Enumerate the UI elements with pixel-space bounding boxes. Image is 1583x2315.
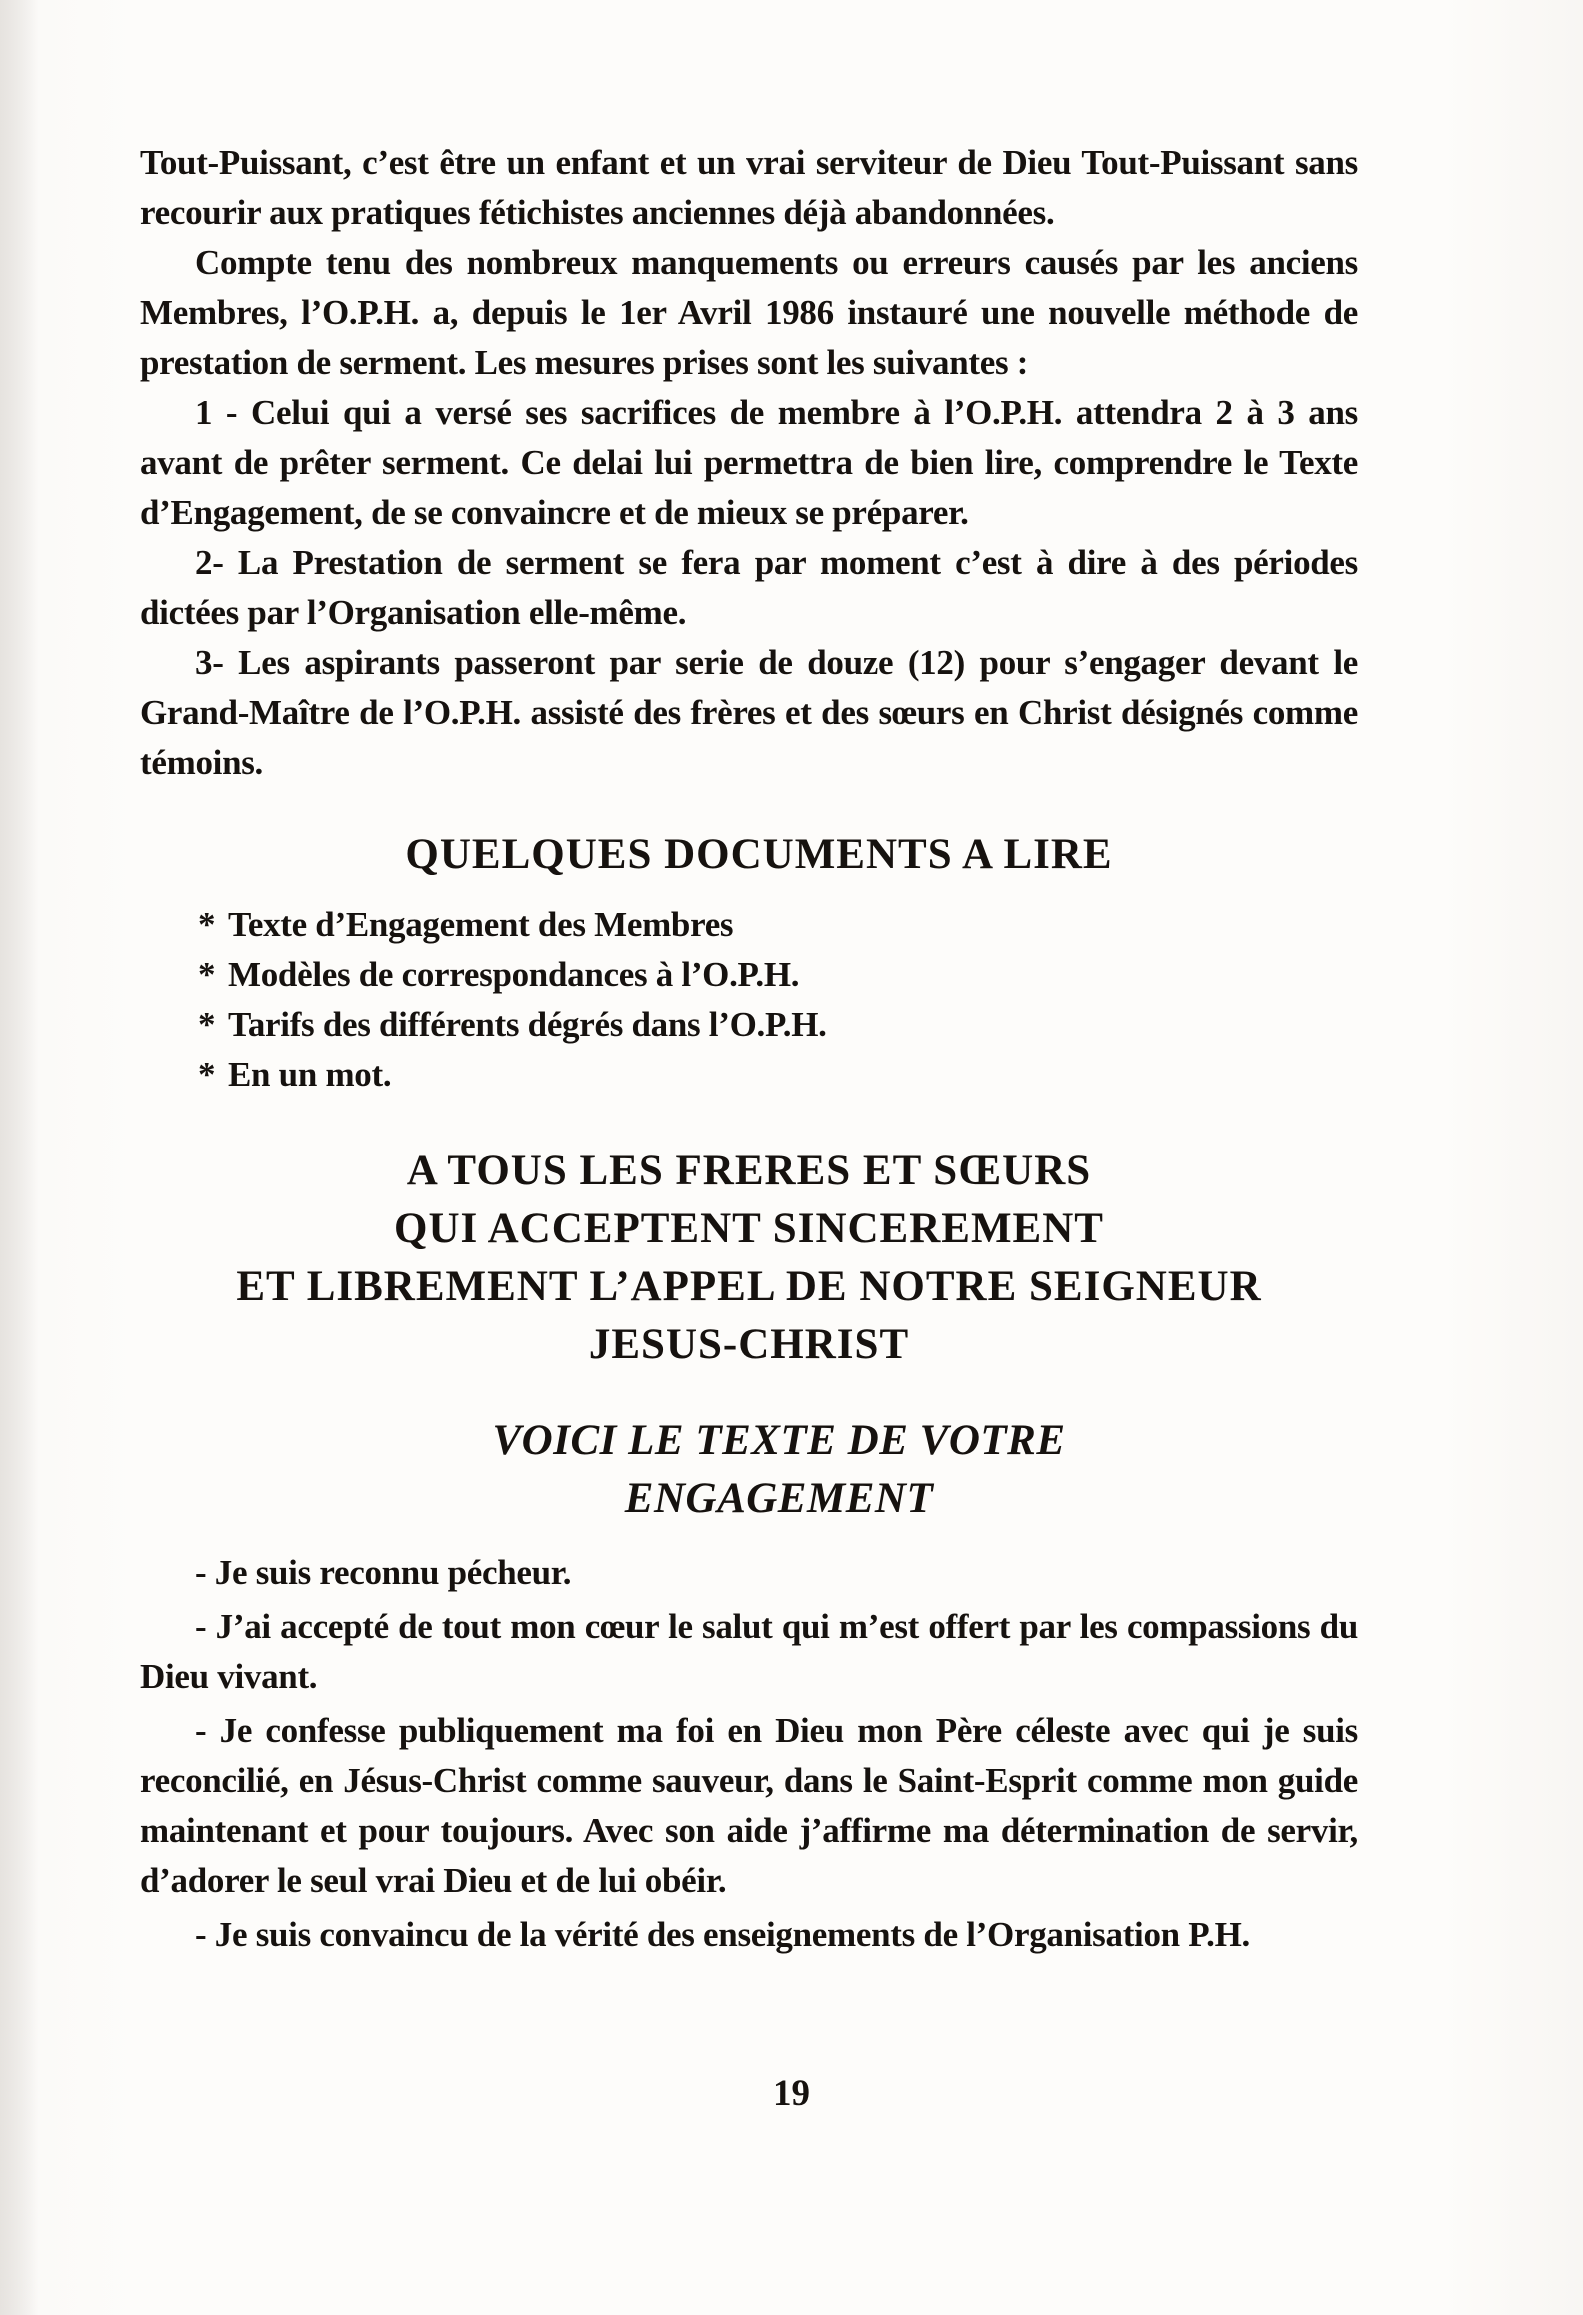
paragraph-measure-2: 2- La Prestation de serment se fera par moment c’est à dire à des périodes dictées par l’Organisation elle-même. [140,543,1358,632]
document-title: Tarifs des différents dégrés dans l’O.P.H. [228,1005,827,1044]
paragraph-intro-continuation: Tout-Puissant, c’est être un enfant et un vrai serviteur de Dieu Tout-Puissant sans recourir aux pratiques fétichistes anciennes déjà abandonnées. [140,143,1358,232]
paragraph-oath-method: Compte tenu des nombreux manquements ou erreurs causés par les anciens Membres, l’O.P.H. a, depuis le 1er Avril 1986 instauré une nouvelle méthode de prestation de serment. Les mesures prises sont les suivantes : [140,243,1358,382]
list-item [198,900,1358,950]
call-heading-line: JESUS-CHRIST [588,1321,910,1368]
document-title: Texte d’Engagement des Membres [228,905,734,944]
engagement-clause: - Je suis reconnu pécheur. [195,1553,572,1592]
asterisk-bullet-icon: * [198,1005,216,1044]
documents-list [198,900,1358,1100]
document-title: En un mot. [228,1055,392,1094]
document-title: Modèles de correspondances à l’O.P.H. [228,955,800,994]
intro-section [140,138,1358,788]
asterisk-bullet-icon: * [198,1055,216,1094]
list-item [198,1000,1358,1050]
paragraph-measure-3: 3- Les aspirants passeront par serie de douze (12) pour s’engager devant le Grand-Maître de l’O.P.H. assisté des frères et des sœurs en Christ désignés comme témoins. [140,643,1358,782]
engagement-title-line: ENGAGEMENT [624,1475,934,1522]
page-content [140,138,1358,1964]
call-heading [140,1142,1358,1374]
scan-shadow-edge [0,0,38,2315]
paragraph-measure-1: 1 - Celui qui a versé ses sacrifices de membre à l’O.P.H. attendra 2 à 3 ans avant de prêter serment. Ce delai lui permettra de bien lire, comprendre le Texte d’Engagement, de se convaincre et de mieux se préparer. [140,393,1358,532]
asterisk-bullet-icon: * [198,905,216,944]
call-heading-line: A TOUS LES FRERES ET SŒURS [406,1147,1092,1194]
engagement-title [140,1412,1358,1528]
engagement-text [140,1548,1358,1960]
call-heading-line: ET LIBREMENT L’APPEL DE NOTRE SEIGNEUR [236,1263,1262,1310]
engagement-clause: - Je suis convaincu de la vérité des enseignements de l’Organisation P.H. [195,1915,1250,1954]
page-number: 19 [773,2073,810,2114]
asterisk-bullet-icon: * [198,955,216,994]
call-heading-line: QUI ACCEPTENT SINCEREMENT [394,1205,1104,1252]
engagement-clause: - Je confesse publiquement ma foi en Dieu mon Père céleste avec qui je suis reconcilié, en Jésus-Christ comme sauveur, dans le Saint-Esprit comme mon guide maintenant et pour toujours. Avec son aide j’affirme ma détermination de servir, d’adorer le seul vrai Dieu et de lui obéir. [140,1711,1358,1900]
documents-heading: QUELQUES DOCUMENTS A LIRE [405,831,1113,878]
list-item [198,1050,1358,1100]
list-item [198,950,1358,1000]
engagement-clause: - J’ai accepté de tout mon cœur le salut qui m’est offert par les compassions du Dieu vivant. [140,1607,1358,1696]
engagement-title-line: VOICI LE TEXTE DE VOTRE [492,1417,1066,1464]
